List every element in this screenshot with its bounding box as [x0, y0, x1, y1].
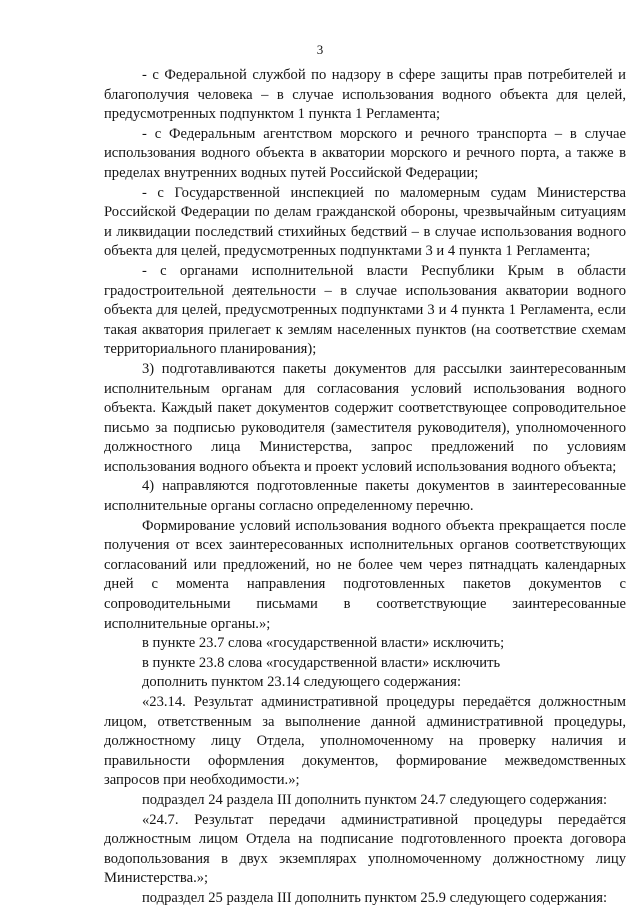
paragraph-formation: Формирование условий использования водного объекта прекращается после получения от всех заинтересованных исполнительных органов соответствующих согласований или предложений, но не более чем через пятнадцать календарных дней с момента направления подготовленных пакетов документов с сопроводительными письмами в соответствующие заинтересованные исполнительные органы.»;	[104, 517, 626, 632]
paragraph-24-7: «24.7. Результат передачи административной процедуры передаётся должностным лицом Отдела на подписание подготовленного проекта договора водопользования в двух экземплярах уполномоченному должностному лицу Министерства.»;	[104, 811, 626, 887]
page-number: 3	[316, 42, 324, 57]
paragraph-23-14: «23.14. Результат административной процедуры передаётся должностным лицом, ответственным за выполнение данной административной процедуры, должностному лицу Отдела, уполномоченному на проверку наличия и правильности оформления документов, формирование межведомственных запросов при необходимости.»;	[104, 694, 626, 789]
paragraph-add-25-9: подраздел 25 раздела III дополнить пунктом 25.9 следующего содержания:	[142, 889, 608, 906]
paragraph-item-3: 3) подготавливаются пакеты документов для рассылки заинтересованным исполнительным органам для согласования условий использования водного объекта. Каждый пакет документов содержит соответствующее сопроводительное письмо за подписью руководителя (заместителя руководителя), уполномоченного должностного лица Министерства, запрос предложений по условиям использования водного объекта и проект условий использования водного объекта;	[104, 360, 626, 475]
paragraph-23-8: в пункте 23.8 слова «государственной власти» исключить	[142, 654, 501, 671]
paragraph-gims: - с Государственной инспекцией по маломерным судам Министерства Российской Федерации по делам гражданской обороны, чрезвычайным ситуациям и ликвидации последствий стихийных бедствий – в случае использования водного объекта для целей, предусмотренных подпунктами 3 и 4 пункта 1 Регламента;	[104, 184, 626, 260]
paragraph-23-7: в пункте 23.7 слова «государственной власти» исключить;	[142, 635, 505, 652]
document-body	[104, 66, 626, 909]
paragraph-add-23-14: дополнить пунктом 23.14 следующего содержания:	[142, 674, 462, 691]
paragraph-item-4: 4) направляются подготовленные пакеты документов в заинтересованные исполнительные органы согласно определенному перечню.	[104, 478, 626, 515]
paragraph-rospotrebnadzor: - с Федеральной службой по надзору в сфере защиты прав потребителей и благополучия человека – в случае использования водного объекта для целей, предусмотренных подпунктом 1 пункта 1 Регламента;	[104, 67, 626, 123]
paragraph-transport-agency: - с Федеральным агентством морского и речного транспорта – в случае использования водного объекта в акватории морского и речного порта, а также в пределах внутренних водных путей Российской Федерации;	[104, 125, 626, 181]
paragraph-add-24-7: подраздел 24 раздела III дополнить пунктом 24.7 следующего содержания:	[142, 791, 608, 808]
paragraph-crimea-authorities: - с органами исполнительной власти Республики Крым в области градостроительной деятельности – в случае использования акватории водного объекта для целей, предусмотренных подпунктами 3 и 4 пункта 1 Регламента, если такая акватория прилегает к землям населенных пунктов (на соответствие схемам территориального планирования);	[104, 262, 626, 358]
